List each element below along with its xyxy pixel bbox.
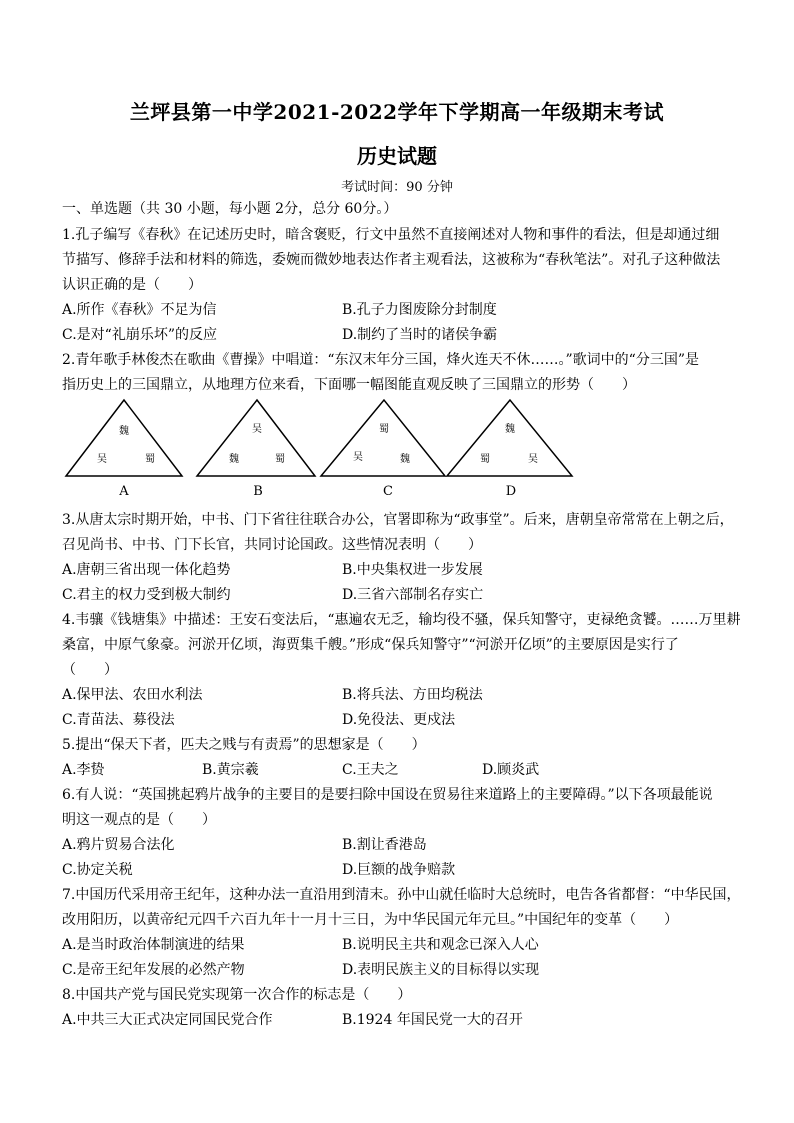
q6-option-c: C.协定关税 (62, 862, 133, 878)
q4-option-a: A.保甲法、农田水利法 (62, 687, 203, 703)
q7-option-d: D.表明民族主义的目标得以实现 (342, 962, 540, 978)
q2-line-2: 指历史上的三国鼎立，从地理方位来看，下面哪一幅图能直观反映了三国鼎立的形势（ ） (62, 377, 636, 393)
figure-c-right: 魏 (400, 454, 410, 465)
figure-b (197, 400, 315, 499)
q4-line-2: 桑富，中原气象豪。河淤开亿顷，海贾集千艘。”形成“保兵知警守”“河淤开亿顷”的主要原因是实行了 (62, 637, 679, 653)
figure-a (66, 400, 182, 499)
figure-a-left: 吴 (97, 454, 107, 465)
q7-option-b: B.说明民主共和观念已深入人心 (342, 937, 539, 953)
figure-d (447, 400, 572, 499)
q4-line-3: （ ） (62, 662, 118, 678)
q1-line-3: 认识正确的是（ ） (62, 277, 202, 293)
figure-a-top: 魏 (119, 426, 129, 437)
q5-option-a: A.李贽 (62, 762, 105, 778)
figure-b-left: 魏 (229, 454, 239, 465)
q4-line-1: 4.韦骧《钱塘集》中描述：王安石变法后，“惠遍农无乏，输均役不骚，保兵知警守，吏禄绝贪饕。……万里耕 (62, 612, 741, 628)
subject-title: 历史试题 (357, 144, 437, 168)
figure-d-label: D (505, 484, 517, 499)
triangle-figures (62, 398, 582, 503)
q5-option-c: C.王夫之 (342, 762, 399, 778)
figure-c (321, 400, 445, 499)
q6-option-d: D.巨额的战争赔款 (342, 862, 456, 878)
q7-line-2: 改用阳历，以黄帝纪元四千六百九年十一月十三日，为中华民国元年元旦。”中国纪年的变革（ ） (62, 912, 679, 928)
q3-line-2: 召见尚书、中书、门下长官，共同讨论国政。这些情况表明（ ） (62, 537, 482, 553)
q1-line-1: 1.孔子编写《春秋》在记述历史时，暗含褒贬，行文中虽然不直接阐述对人物和事件的看法，但是却通过细 (62, 227, 720, 243)
q1-option-b: B.孔子力图废除分封制度 (342, 302, 497, 318)
figure-b-label: B (253, 484, 263, 499)
q6-line-1: 6.有人说：“英国挑起鸦片战争的主要目的是要扫除中国设在贸易往来道路上的主要障碍。”以下各项最能说 (62, 787, 713, 803)
section-heading: 一、单选题（共 30 小题，每小题 2分，总分 60分。） (62, 201, 398, 217)
q3-option-a: A.唐朝三省出现一体化趋势 (62, 562, 231, 578)
figure-c-label: C (383, 484, 393, 499)
figure-b-top: 吴 (252, 424, 262, 435)
figure-c-left: 吴 (353, 452, 363, 463)
q7-option-a: A.是当时政治体制演进的结果 (62, 937, 245, 953)
q8-option-a: A.中共三大正式决定同国民党合作 (62, 1012, 273, 1028)
q2-line-1: 2.青年歌手林俊杰在歌曲《曹操》中唱道：“东汉末年分三国，烽火连天不休……。”歌词中的“分三国”是 (62, 352, 699, 368)
figure-d-left: 蜀 (480, 454, 490, 465)
q3-line-1: 3.从唐太宗时期开始，中书、门下省往往联合办公，官署即称为“政事堂”。后来，唐朝皇帝常常在上朝之后， (62, 512, 734, 528)
q5-line-1: 5.提出“保天下者，匹夫之贱与有责焉”的思想家是（ ） (62, 737, 426, 753)
q1-option-c: C.是对“礼崩乐坏”的反应 (62, 327, 217, 343)
exam-title: 兰坪县第一中学2021-2022学年下学期高一年级期末考试 (129, 100, 665, 124)
q1-option-a: A.所作《春秋》不足为信 (62, 302, 217, 318)
figure-c-top: 蜀 (379, 424, 389, 435)
q5-option-d: D.顾炎武 (482, 762, 540, 778)
q7-option-c: C.是帝王纪年发展的必然产物 (62, 962, 245, 978)
q3-option-d: D.三省六部制名存实亡 (342, 587, 484, 603)
figure-a-label: A (119, 484, 129, 499)
exam-time: 考试时间：90 分钟 (341, 180, 453, 195)
q6-option-a: A.鸦片贸易合法化 (62, 837, 175, 853)
q6-line-2: 明这一观点的是（ ） (62, 812, 216, 828)
figure-d-top: 魏 (505, 424, 515, 435)
q3-option-b: B.中央集权进一步发展 (342, 562, 483, 578)
q7-line-1: 7.中国历代采用帝王纪年，这种办法一直沿用到清末。孙中山就任临时大总统时，电告各省都督：“中华民国， (62, 887, 741, 903)
q1-line-2: 节描写、修辞手法和材料的筛选，委婉而微妙地表达作者主观看法，这被称为“春秋笔法”。对孔子这种做法 (62, 252, 721, 268)
q3-option-c: C.君主的权力受到极大制约 (62, 587, 231, 603)
three-kingdoms-diagrams (62, 398, 582, 503)
q4-option-c: C.青苗法、募役法 (62, 712, 175, 728)
q5-option-b: B.黄宗羲 (202, 762, 259, 778)
figure-d-right: 吴 (528, 454, 538, 465)
q8-option-b: B.1924 年国民党一大的召开 (342, 1012, 523, 1028)
figure-a-right: 蜀 (145, 454, 155, 465)
q8-line-1: 8.中国共产党与国民党实现第一次合作的标志是（ ） (62, 987, 412, 1003)
figure-b-right: 蜀 (275, 454, 285, 465)
q6-option-b: B.割让香港岛 (342, 837, 427, 853)
q1-option-d: D.制约了当时的诸侯争霸 (342, 327, 498, 343)
q4-option-d: D.免役法、更戍法 (342, 712, 456, 728)
q4-option-b: B.将兵法、方田均税法 (342, 687, 483, 703)
